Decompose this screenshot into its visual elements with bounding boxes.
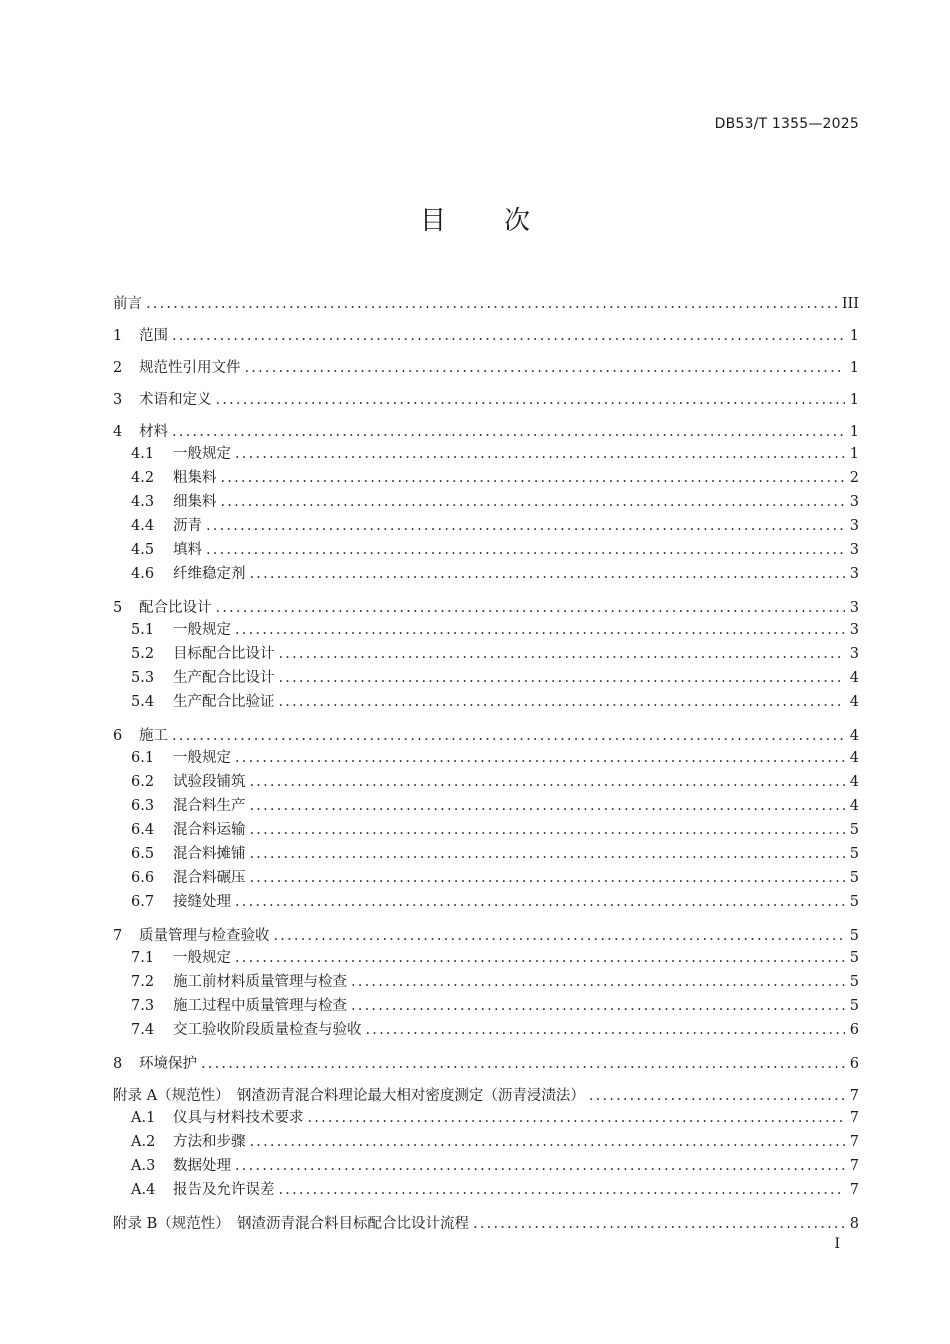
- toc-entry-title: 接缝处理: [173, 894, 231, 910]
- toc-dot-leader: [250, 866, 846, 890]
- page-title: [0, 200, 950, 237]
- toc-entry-title: 规范性引用文件: [139, 360, 241, 376]
- toc-dot-leader: [279, 666, 846, 690]
- toc-entry-page: 7: [849, 1134, 859, 1150]
- toc-entry-number: 4.5: [131, 542, 155, 558]
- toc-entry-page: 4: [849, 694, 859, 710]
- toc-dot-leader: [279, 642, 846, 666]
- toc-entry-page: 3: [849, 494, 859, 510]
- toc-dot-leader: [473, 1208, 845, 1240]
- toc-dot-leader: [235, 746, 845, 770]
- toc-entry-number: 7: [113, 928, 123, 944]
- toc-dot-leader: [235, 618, 845, 642]
- toc-entry[interactable]: [113, 514, 859, 538]
- toc-entry-number: 4.6: [131, 566, 155, 582]
- toc-entry-number: A.4: [131, 1182, 156, 1198]
- toc-entry-number: 6.1: [131, 750, 155, 766]
- toc-entry[interactable]: [113, 890, 859, 920]
- toc-entry[interactable]: [113, 288, 859, 320]
- toc-entry-title: 前言: [113, 296, 142, 312]
- toc-dot-leader: [250, 1130, 846, 1154]
- toc-entry-page: 6: [849, 1056, 859, 1072]
- toc-entry-title: 生产配合比设计: [173, 670, 275, 686]
- toc-entry[interactable]: [113, 1154, 859, 1178]
- toc-entry[interactable]: [113, 1208, 859, 1240]
- toc-entry-title: 仪具与材料技术要求: [173, 1110, 304, 1126]
- toc-entry[interactable]: [113, 946, 859, 970]
- toc-entry-number: 8: [113, 1056, 123, 1072]
- toc-dot-leader: [206, 538, 845, 562]
- toc-entry[interactable]: [113, 538, 859, 562]
- toc-entry[interactable]: [113, 1080, 859, 1106]
- toc-entry-title: 报告及允许误差: [173, 1182, 275, 1198]
- toc-entry-title: 试验段铺筑: [173, 774, 246, 790]
- toc-entry-number: 7.2: [131, 974, 155, 990]
- toc-entry-page: 5: [849, 974, 859, 990]
- toc-dot-leader: [221, 466, 846, 490]
- toc-entry-title: 施工: [139, 728, 168, 744]
- toc-entry-page: 4: [849, 728, 859, 744]
- toc-dot-leader: [308, 1106, 846, 1130]
- toc-entry-page: 4: [849, 670, 859, 686]
- toc-entry[interactable]: [113, 562, 859, 592]
- toc-entry[interactable]: [113, 818, 859, 842]
- toc-entry-number: 1: [113, 328, 123, 344]
- toc-dot-leader: [351, 994, 845, 1018]
- toc-entry[interactable]: [113, 1018, 859, 1048]
- toc-entry[interactable]: [113, 416, 859, 442]
- toc-entry-title: 一般规定: [173, 622, 231, 638]
- title-char-1: 目: [419, 206, 446, 236]
- toc-entry-number: 5.1: [131, 622, 155, 638]
- toc-entry[interactable]: [113, 842, 859, 866]
- toc-entry-title: 配合比设计: [139, 600, 212, 616]
- toc-entry-number: 7.3: [131, 998, 155, 1014]
- toc-entry-page: 1: [849, 446, 859, 462]
- toc-entry[interactable]: [113, 352, 859, 384]
- toc-entry-page: 1: [849, 424, 859, 440]
- toc-entry-title: 数据处理: [173, 1158, 231, 1174]
- toc-entry-page: 7: [849, 1088, 859, 1104]
- toc-entry-page: 6: [849, 1022, 859, 1038]
- toc-dot-leader: [206, 514, 845, 538]
- toc-entry-title: 范围: [139, 328, 168, 344]
- toc-entry-title: 混合料运输: [173, 822, 246, 838]
- toc-entry-number: 5.2: [131, 646, 155, 662]
- toc-entry[interactable]: [113, 442, 859, 466]
- toc-entry-page: 3: [849, 542, 859, 558]
- toc-entry-number: 5.4: [131, 694, 155, 710]
- toc-entry[interactable]: [113, 1178, 859, 1208]
- toc-entry-title: 一般规定: [173, 950, 231, 966]
- toc-entry-page: 8: [849, 1216, 859, 1232]
- toc-entry-title: 混合料碾压: [173, 870, 246, 886]
- toc-entry-title: 交工验收阶段质量检查与验收: [173, 1022, 362, 1038]
- toc-entry-number: 4.4: [131, 518, 155, 534]
- toc-dot-leader: [201, 1048, 845, 1080]
- toc-entry[interactable]: [113, 666, 859, 690]
- toc-entry-title: 纤维稳定剂: [173, 566, 246, 582]
- toc-entry-title: 施工过程中质量管理与检查: [173, 998, 347, 1014]
- toc-entry-title: 混合料摊铺: [173, 846, 246, 862]
- toc-entry-title: 混合料生产: [173, 798, 246, 814]
- toc-entry-page: 5: [849, 950, 859, 966]
- title-char-2: 次: [504, 206, 531, 236]
- toc-entry[interactable]: [113, 770, 859, 794]
- toc-entry[interactable]: [113, 1106, 859, 1130]
- toc-dot-leader: [351, 970, 845, 994]
- toc-entry-number: 4.2: [131, 470, 155, 486]
- toc-entry-page: 5: [849, 928, 859, 944]
- toc-entry-number: 6.7: [131, 894, 155, 910]
- toc-entry-number: 4: [113, 424, 123, 440]
- toc-dot-leader: [250, 794, 846, 818]
- toc-dot-leader: [250, 770, 846, 794]
- toc-dot-leader: [250, 842, 846, 866]
- toc-entry[interactable]: [113, 490, 859, 514]
- toc-entry-title: 一般规定: [173, 446, 231, 462]
- toc-entry-page: 2: [849, 470, 859, 486]
- toc-entry-number: A.1: [131, 1110, 156, 1126]
- toc-entry-number: A.3: [131, 1158, 156, 1174]
- toc-entry-page: 5: [849, 998, 859, 1014]
- toc-entry[interactable]: [113, 618, 859, 642]
- toc-entry-title: 细集料: [173, 494, 217, 510]
- toc-entry-title: 质量管理与检查验收: [139, 928, 270, 944]
- toc-entry-title: 粗集料: [173, 470, 217, 486]
- toc-entry-number: 6: [113, 728, 123, 744]
- toc-entry-number: 4.1: [131, 446, 155, 462]
- toc-entry-page: 5: [849, 894, 859, 910]
- toc-entry-title: 沥青: [173, 518, 202, 534]
- toc-entry-title: 目标配合比设计: [173, 646, 275, 662]
- toc-entry-page: 3: [849, 646, 859, 662]
- toc-entry-page: 3: [849, 600, 859, 616]
- toc-entry-number: 7.4: [131, 1022, 155, 1038]
- table-of-contents: [113, 288, 859, 1240]
- toc-entry-title: 方法和步骤: [173, 1134, 246, 1150]
- toc-entry-page: 5: [849, 822, 859, 838]
- toc-entry-page: 3: [849, 622, 859, 638]
- toc-entry[interactable]: [113, 642, 859, 666]
- toc-entry[interactable]: [113, 592, 859, 618]
- toc-entry-page: 1: [849, 360, 859, 376]
- toc-dot-leader: [235, 946, 845, 970]
- page-number: I: [834, 1236, 840, 1252]
- toc-entry-page: 7: [849, 1158, 859, 1174]
- toc-dot-leader: [279, 1178, 846, 1202]
- toc-entry-title: 施工前材料质量管理与检查: [173, 974, 347, 990]
- toc-dot-leader: [245, 352, 846, 384]
- toc-dot-leader: [146, 288, 838, 320]
- toc-dot-leader: [216, 384, 846, 416]
- toc-dot-leader: [250, 818, 846, 842]
- toc-entry[interactable]: [113, 320, 859, 352]
- toc-entry[interactable]: [113, 1130, 859, 1154]
- toc-entry-number: 2: [113, 360, 123, 376]
- toc-entry-page: 7: [849, 1182, 859, 1198]
- toc-entry[interactable]: [113, 720, 859, 746]
- toc-entry[interactable]: [113, 970, 859, 994]
- toc-dot-leader: [172, 320, 845, 352]
- toc-entry[interactable]: [113, 1048, 859, 1080]
- toc-entry-title: 生产配合比验证: [173, 694, 275, 710]
- toc-dot-leader: [235, 442, 845, 466]
- toc-entry[interactable]: [113, 866, 859, 890]
- toc-dot-leader: [221, 490, 846, 514]
- toc-entry-page: 3: [849, 566, 859, 582]
- toc-entry-number: 6.3: [131, 798, 155, 814]
- toc-entry[interactable]: [113, 690, 859, 720]
- toc-entry-page: 5: [849, 870, 859, 886]
- toc-entry-number: 5: [113, 600, 123, 616]
- toc-entry-title: 填料: [173, 542, 202, 558]
- toc-entry-title: 材料: [139, 424, 168, 440]
- toc-entry-page: 1: [849, 392, 859, 408]
- toc-entry-page: 5: [849, 846, 859, 862]
- toc-entry-title: 附录 A（规范性） 钢渣沥青混合料理论最大相对密度测定（沥青浸渍法）: [113, 1088, 585, 1104]
- toc-entry-page: 4: [849, 750, 859, 766]
- toc-dot-leader: [366, 1018, 846, 1042]
- toc-entry[interactable]: [113, 794, 859, 818]
- toc-entry-page: 4: [849, 798, 859, 814]
- document-code: DB53/T 1355—2025: [714, 116, 859, 132]
- toc-entry-page: 4: [849, 774, 859, 790]
- toc-dot-leader: [235, 1154, 845, 1178]
- toc-entry[interactable]: [113, 746, 859, 770]
- toc-entry-title: 环境保护: [139, 1056, 197, 1072]
- toc-entry-page: 7: [849, 1110, 859, 1126]
- toc-entry[interactable]: [113, 994, 859, 1018]
- toc-entry-number: 6.5: [131, 846, 155, 862]
- toc-entry-page: III: [841, 296, 859, 312]
- toc-dot-leader: [279, 690, 846, 714]
- toc-entry-title: 术语和定义: [139, 392, 212, 408]
- toc-entry-number: 4.3: [131, 494, 155, 510]
- toc-entry-number: 3: [113, 392, 123, 408]
- toc-entry-title: 附录 B（规范性） 钢渣沥青混合料目标配合比设计流程: [113, 1216, 470, 1232]
- toc-entry-number: 6.4: [131, 822, 155, 838]
- toc-entry-number: A.2: [131, 1134, 156, 1150]
- toc-entry-number: 7.1: [131, 950, 155, 966]
- toc-entry[interactable]: [113, 384, 859, 416]
- toc-entry-page: 1: [849, 328, 859, 344]
- toc-entry-number: 6.2: [131, 774, 155, 790]
- toc-dot-leader: [235, 890, 845, 914]
- toc-entry-number: 5.3: [131, 670, 155, 686]
- toc-entry-number: 6.6: [131, 870, 155, 886]
- toc-entry-page: 3: [849, 518, 859, 534]
- toc-entry[interactable]: [113, 920, 859, 946]
- toc-dot-leader: [250, 562, 846, 586]
- toc-entry[interactable]: [113, 466, 859, 490]
- toc-entry-title: 一般规定: [173, 750, 231, 766]
